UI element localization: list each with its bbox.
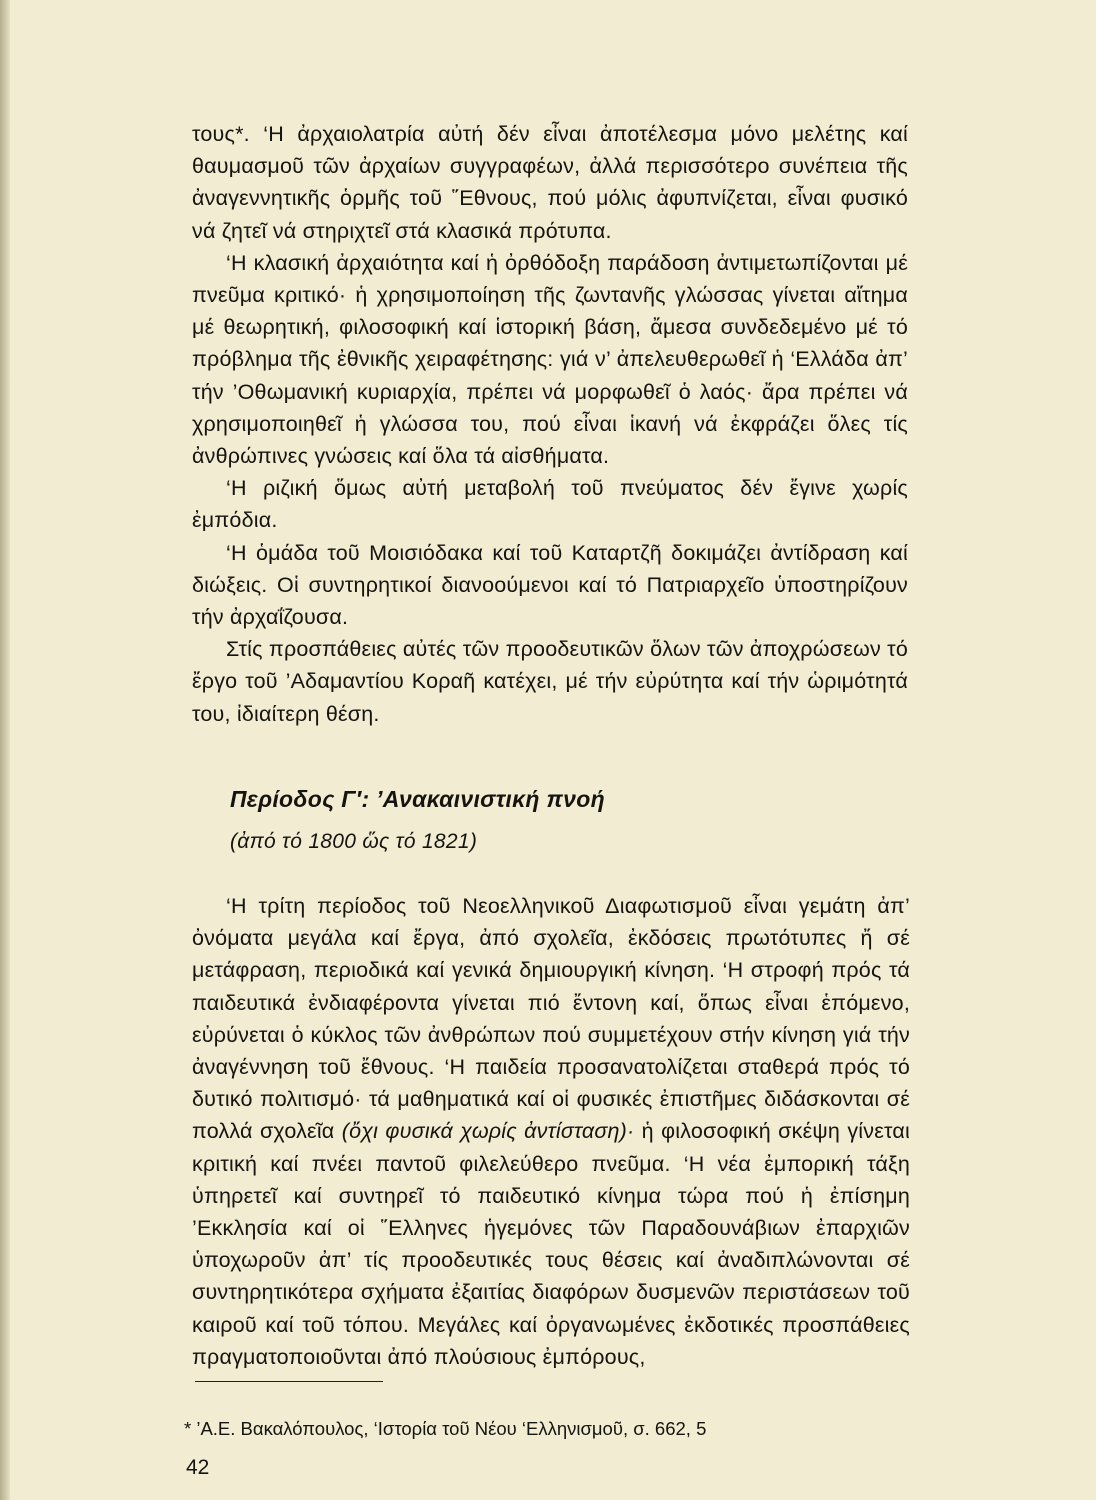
paragraph-4: ‘Η ὁμάδα τοῦ Μοισιόδακα καί τοῦ Καταρτζῆ δοκιμάζει ἀντίδραση καί διώξεις. Οἱ συντηρητικοί διανοούμενοι καί τό Πατριαρχεῖο ὑποστηρίζουν τήν ἀρχαΐζουσα. (192, 540, 908, 630)
section-body-start: ‘Η τρίτη περίοδος τοῦ Νεοελληνικοῦ Διαφωτισμοῦ εἶναι γεμάτη ἀπ’ ὀνόματα μεγάλα καί ἔργα, ἀπό σχολεῖα, ἐκδόσεις πρωτότυπες ἤ σέ μετάφραση, περιοδικά καί γενικά δημιουργική κίνηση. ‘Η στροφή πρός τά παιδευτικά ἐνδιαφέροντα γίνεται πιό ἔντονη καί, ὅπως εἶναι ἑπόμενο, εὐρύνεται ὁ κύκλος τῶν ἀνθρώπων πού συμμετέχουν στήν κίνηση γιά τήν ἀναγέννηση τοῦ ἔθνους. ‘Η παιδεία προσανατολίζεται σταθερά πρός τό δυτικό πολιτισμό· τά μαθηματικά καί οἱ φυσικές ἐπιστῆμες διδάσκονται σέ πολλά σχολεῖα (192, 894, 910, 1144)
text-block-top (192, 118, 908, 730)
paragraph-5: Στίς προσπάθειες αὐτές τῶν προοδευτικῶν ὅλων τῶν ἀποχρώσεων τό ἔργο τοῦ ’Αδαμαντίου Κοραῆ κατέχει, μέ τήν εὐρύτητα καί τήν ὡριμότητά του, ἰδιαίτερη θέση. (192, 637, 908, 726)
section-paragraph (192, 890, 910, 1373)
footnote: * ’Α.Ε. Βακαλόπουλος, ‘Ιστορία τοῦ Νέου ‘Ελληνισμοῦ, σ. 662, 5 (184, 1418, 707, 1439)
section-body-italic: (ὄχι φυσικά χωρίς ἀντίσταση)· (341, 1119, 635, 1144)
text-block-section (192, 890, 910, 1373)
paragraph-2: ‘Η κλασική ἀρχαιότητα καί ἡ ὀρθόδοξη παράδοση ἀντιμετωπίζονται μέ πνεῦμα κριτικό· ἡ χρησιμοποίηση τῆς ζωντανῆς γλώσσας γίνεται αἴτημα μέ θεωρητική, φιλοσοφική καί ἱστορική βάση, ἄμεσα συνδεδεμένο μέ τό πρόβλημα τῆς ἐθνικῆς χειραφέτησης: γιά ν’ ἀπελευθερωθεῖ ἡ ‘Ελλάδα ἀπ’ τήν ’Οθωμανική κυριαρχία, πρέπει νά μορφωθεῖ ὁ λαός· ἄρα πρέπει νά χρησιμοποιηθεῖ ἡ γλώσσα του, πού εἶναι ἱκανή νά ἐκφράζει ὅλες τίς ἀνθρώπινες γνώσεις καί ὅλα τά αἰσθήματα. (192, 250, 908, 469)
paragraph-3: ‘Η ριζική ὅμως αὐτή μεταβολή τοῦ πνεύματος δέν ἔγινε χωρίς ἐμπόδια. (192, 476, 908, 533)
section-subheading: (ἀπό τό 1800 ὥς τό 1821) (230, 830, 478, 853)
section-heading: Περίοδος Γ′: ’Ανακαινιστική πνοή (230, 786, 605, 812)
section-body-end: ἡ φιλοσοφική σκέψη γίνεται κριτική καί πνέει παντοῦ φιλελεύθερο πνεῦμα. ‘Η νέα ἐμπορική τάξη ὑπηρετεῖ καί συντηρεῖ τό παιδευτικό κίνημα τώρα πού ἡ ἐπίσημη ’Εκκλησία καί οἱ ῞Ελληνες ἡγεμόνες τῶν Παραδουνάβιων ἐπαρχιῶν ὑποχωροῦν ἀπ’ τίς προοδευτικές τους θέσεις καί ἀναδιπλώνονται σέ συντηρητικότερα σχήματα ἐξαιτίας διαφόρων δυσμενῶν περιστάσεων τοῦ καιροῦ καί τοῦ τόπου. Μεγάλες καί ὀργανωμένες ἐκδοτικές προσπάθειες πραγματοποιοῦνται ἀπό πλούσιους ἐμπόρους, (192, 1119, 910, 1369)
footnote-divider (195, 1381, 383, 1382)
page-number: 42 (186, 1456, 210, 1479)
page-edge-shadow (0, 0, 10, 1500)
paragraph-1: τους*. ‘Η ἀρχαιολατρία αὐτή δέν εἶναι ἀποτέλεσμα μόνο μελέτης καί θαυμασμοῦ τῶν ἀρχαίων συγγραφέων, ἀλλά περισσότερο συνέπεια τῆς ἀναγεννητικῆς ὁρμῆς τοῦ ῞Εθνους, πού μόλις ἀφυπνίζεται, εἶναι φυσικό νά ζητεῖ νά στηριχτεῖ στά κλασικά πρότυπα. (192, 122, 908, 243)
